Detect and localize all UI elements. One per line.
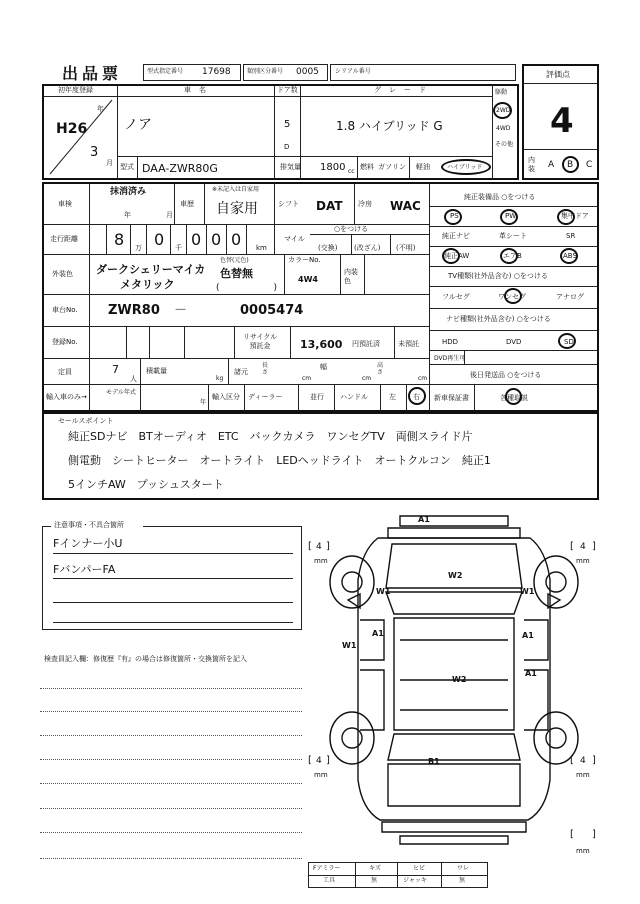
- note-line-2: FバンパーFA: [53, 563, 116, 576]
- navi-sd-circle: [558, 333, 576, 349]
- equip-lock-circle: [557, 209, 575, 225]
- inspector-note: 検査員記入欄：修復歴『有』の場合は修復箇所・交換箇所を記入: [44, 655, 247, 663]
- chassis-number: 0005474: [240, 303, 304, 318]
- car-name: ノア: [124, 117, 152, 133]
- equip-pw-circle: [500, 209, 518, 225]
- damage-mark: W1: [342, 641, 357, 650]
- damage-mark: A1: [525, 669, 537, 678]
- mileage-digit: 0: [154, 230, 165, 249]
- form-number: 17698: [202, 67, 231, 77]
- damage-mark: W2: [452, 675, 467, 684]
- note-line-1: Fインナー小U: [53, 537, 123, 550]
- shift-type: DAT: [316, 199, 343, 213]
- sales-line-1: 純正SDナビ BTオーディオ ETC バックカメラ ワンセグTV 両側スライド片: [68, 430, 473, 443]
- sales-line-2: 側電動 シートヒーター オートライト LEDヘッドライト オートクルコン 純正1: [68, 454, 491, 467]
- chassis-prefix: ZWR80: [108, 303, 160, 318]
- handle-right-circle: [408, 387, 426, 405]
- grade-name: 1.8 ハイブリッド G: [336, 119, 443, 133]
- grade-score: 4: [550, 101, 574, 141]
- form-number-box: 型式指定番号 17698: [143, 64, 241, 81]
- damage-mark: W1: [520, 587, 535, 596]
- tread-depth: 4: [580, 542, 586, 552]
- equip-abs-circle: [560, 248, 578, 264]
- tv-oneseg-circle: [504, 288, 522, 304]
- equip-aw-circle: [442, 248, 460, 264]
- exterior-color: ダークシェリーマイカ: [96, 263, 206, 276]
- mileage-digit: 0: [211, 230, 222, 249]
- damage-mark: A1: [372, 629, 384, 638]
- legend-table: Fアミラー キズ ヒビ ワレ 工具 無 ジャッキ 無: [308, 862, 488, 888]
- displacement: 1800: [320, 162, 346, 173]
- car-damage-diagram: [308, 510, 608, 860]
- capacity: 7: [112, 363, 119, 376]
- mileage-digit: 8: [114, 230, 125, 249]
- damage-mark: A1: [418, 515, 430, 524]
- damage-mark: B1: [428, 757, 440, 766]
- aftermarket-manual-circle: [505, 388, 522, 405]
- vehicle-block: 初年度登録 年 H26 3 月 車名 ノア ドア数 5 D グレード 1.8 ハイブリッド G 駆動 2WD 4WD その他 型式 DAA-ZWR80G 排気量 1800 cc 燃料 ガソリン 軽油 ハイブリッド: [42, 84, 519, 180]
- damage-mark: W1: [376, 587, 391, 596]
- form-title: 出品票: [62, 64, 123, 83]
- tread-depth: 4: [580, 756, 586, 766]
- equip-airbag-circle: [500, 248, 518, 264]
- mileage-digit: 0: [231, 230, 242, 249]
- class-number: 0005: [296, 67, 319, 77]
- sales-points-block: セールスポイント 純正SDナビ BTオーディオ ETC バックカメラ ワンセグTV 両側スライド片 側電動 シートヒーター オートライト LEDヘッドライト オートクルコン 純正1 5インチAW プッシュスタート: [42, 412, 599, 500]
- damage-mark: W2: [448, 571, 463, 580]
- inspection-status: 抹消済み: [110, 187, 147, 197]
- fuel-hybrid-circle: [441, 159, 491, 175]
- tread-depth: 4: [316, 542, 322, 552]
- damage-mark: A1: [522, 631, 534, 640]
- exterior-color-2: メタリック: [120, 278, 175, 291]
- drive-2wd-circle: [493, 102, 512, 119]
- class-number-box: 類別区分番号 0005: [243, 64, 328, 81]
- interior-b-circle: [562, 156, 579, 173]
- mileage-digit: 0: [191, 230, 202, 249]
- serial-box: シリアル番号: [330, 64, 516, 81]
- sales-line-3: 5インチAW プッシュスタート: [68, 478, 224, 491]
- first-reg-month: 3: [90, 145, 99, 160]
- tread-depth: 4: [316, 756, 322, 766]
- notes-box: [42, 526, 302, 630]
- model-code: DAA-ZWR80G: [142, 162, 218, 175]
- color-number: 4W4: [298, 275, 318, 284]
- ac-type: WAC: [390, 199, 421, 213]
- door-count: 5: [284, 119, 291, 130]
- color-change: 色替無: [220, 267, 253, 280]
- first-reg-year: H26: [56, 121, 88, 137]
- grade-box: 評価点 4 内装 A B C: [522, 64, 599, 180]
- recycle-amount: 13,600: [300, 338, 343, 351]
- details-block: 車検 抹消済み 年 月 車歴 ※未記入は自家用 自家用 シフト DAT 冷房 WAC 走行距離 8 万 0 千 0 0 0 km マイル ○をつける (交換) (改ざん) (不明) 外装色 ダークシェリーマイカ メタリック 色替(元色) 色替無 ( ) カラーNo. 4W4 内装色 車台No. ZWR80 － 0005474 登録No. リサイクル預託金 13,600 円預託済 未預託 定員 7 人 積載量 kg 諸元 長さ cm 幅 cm 高さ cm 輸入車のみ→ モデル年式 年 輸入区分 ディーラー 並行 ハンドル 左 右 純正装備品 ○をつける PS PW 集中ドア 純正ナビ 革シート SR 純正AW エアB ABS TV種類(社外品含む) ○をつける フルセグ ワンセグ アナログ ナビ種類(社外品含む) ○をつける HDD DVD SD DVD再生可 後日発送品 ○をつける 新車保証書 各種取説: [42, 182, 599, 412]
- usage-type: 自家用: [216, 201, 258, 217]
- equip-ps-circle: [444, 209, 462, 225]
